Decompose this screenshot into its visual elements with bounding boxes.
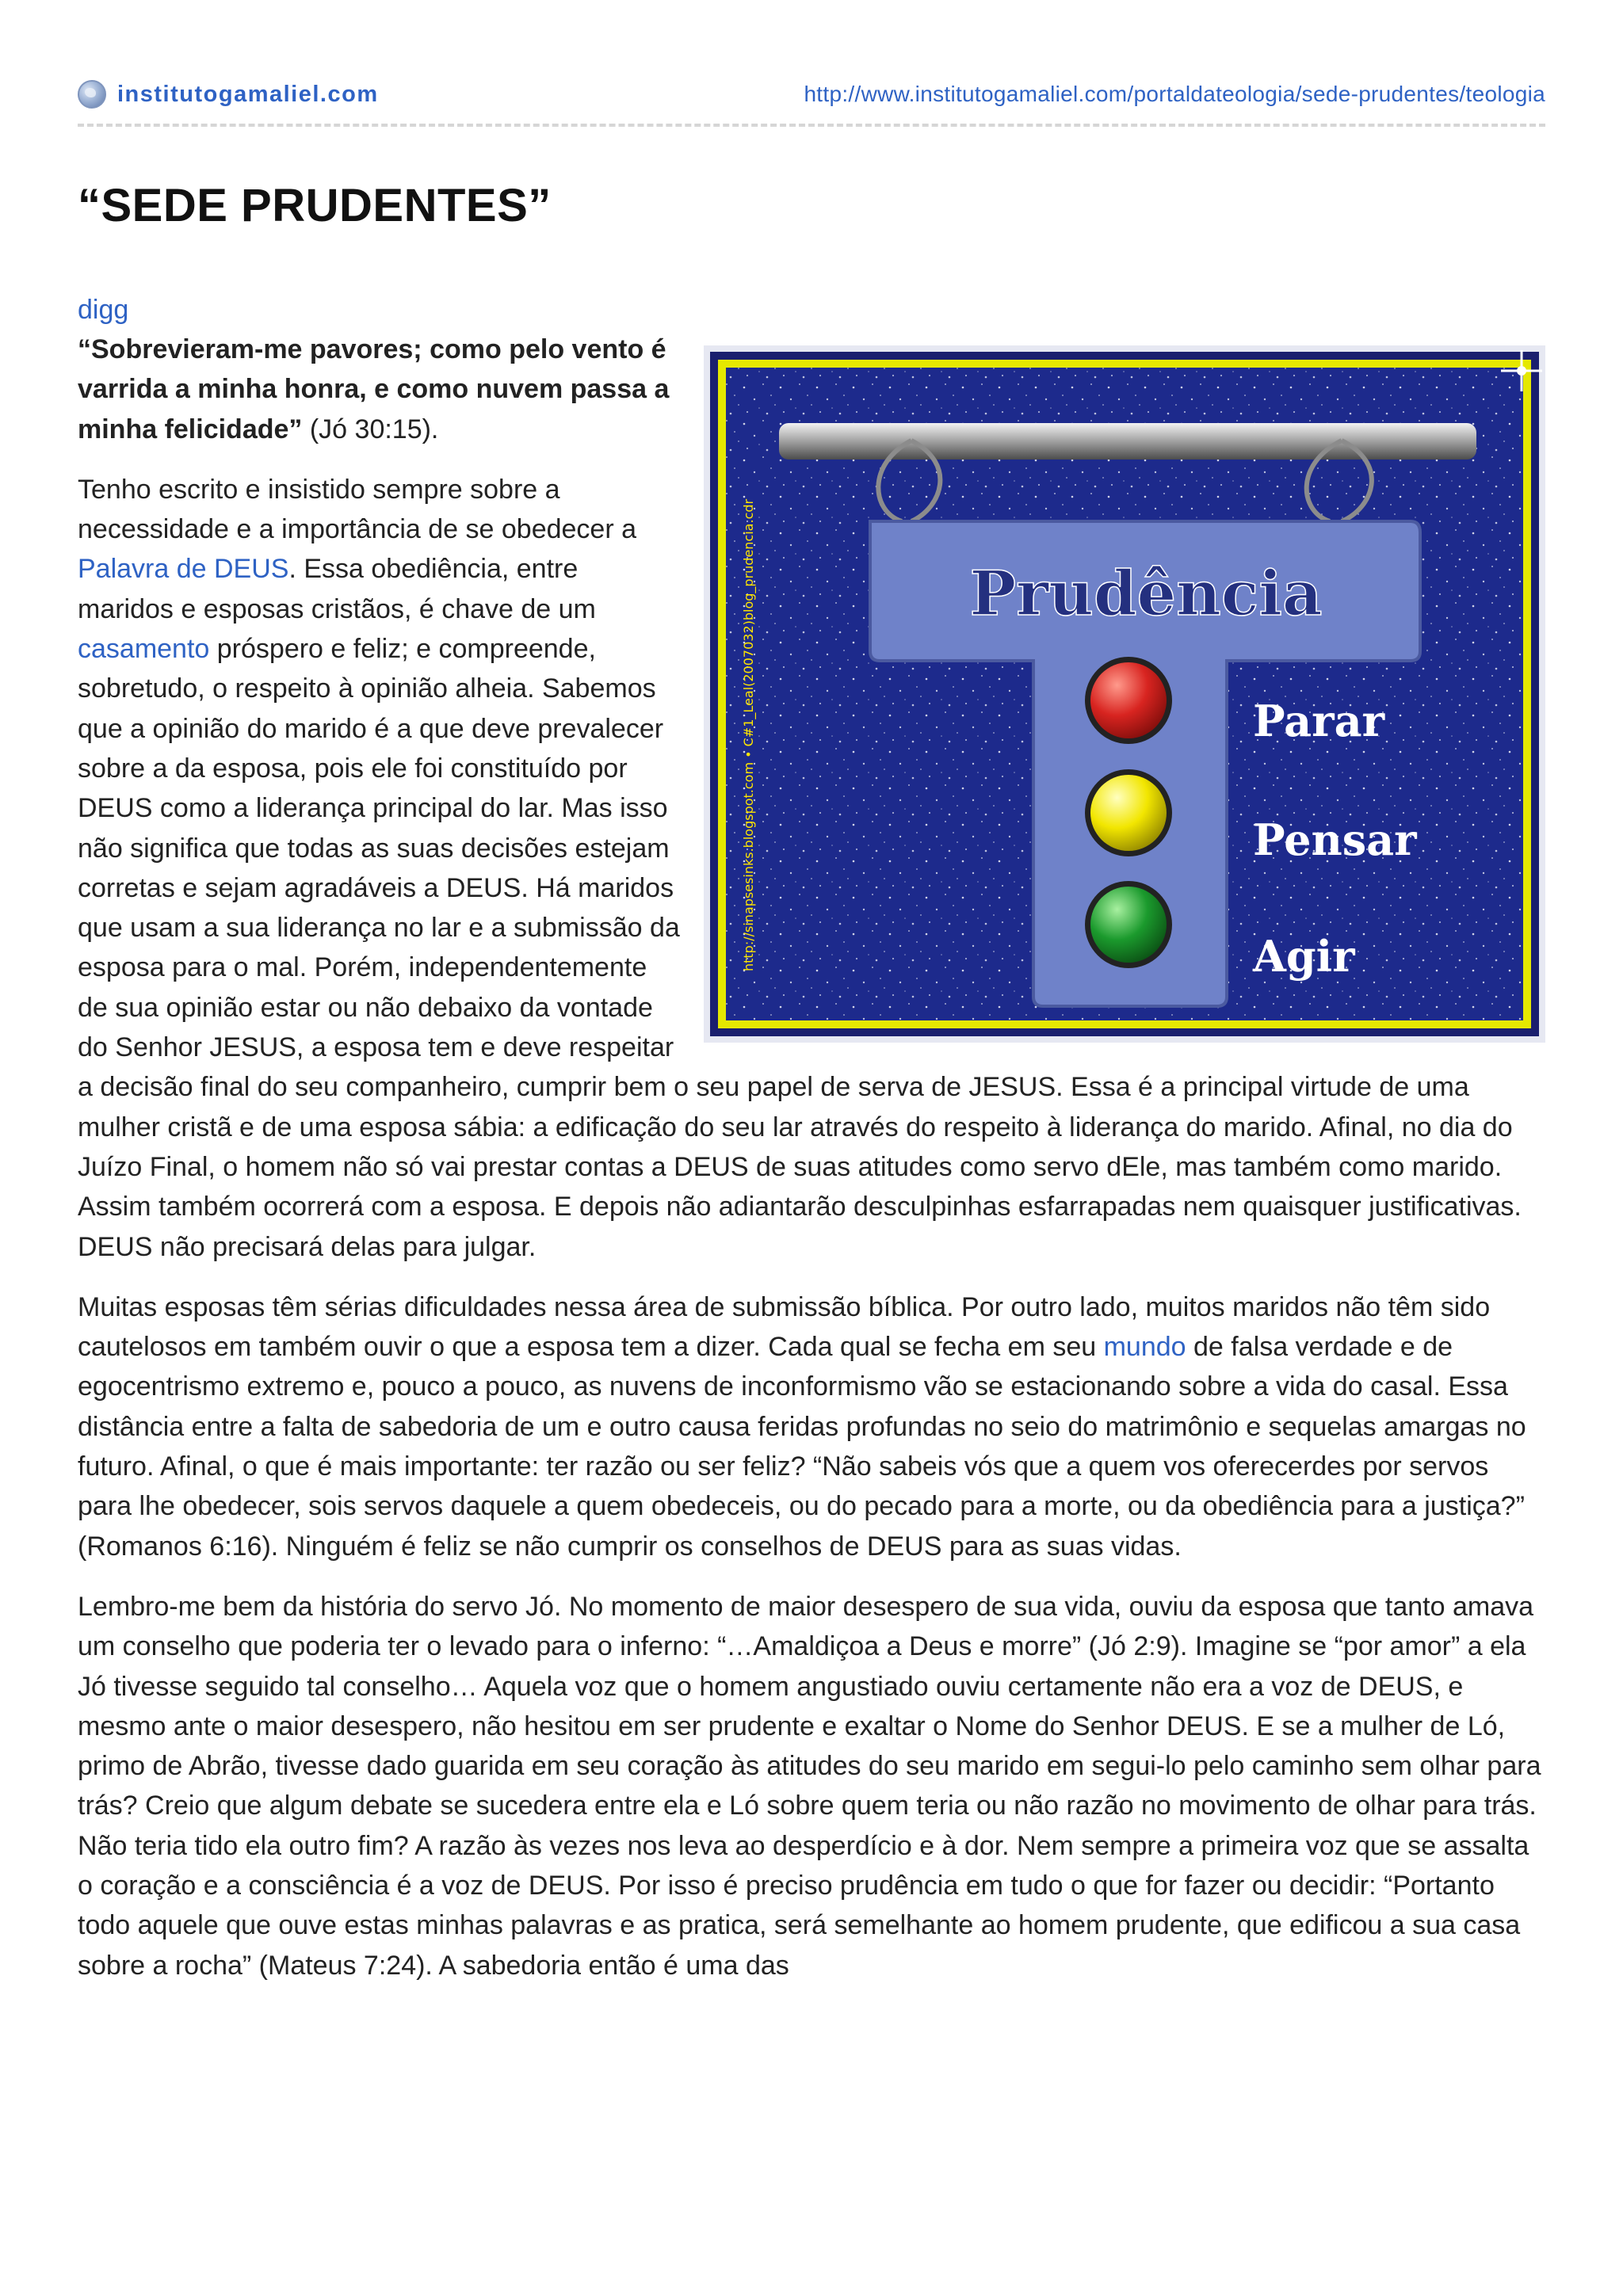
paragraph-text: próspero e feliz; e compreende, sobretudo, o respeito à opinião alheia. Sabemos que a opinião do marido é a que deve prevalecer sobre a da esposa, pois ele foi constituído por DEUS como a liderança principal do lar. Mas isso não significa que todas as suas decisões estejam corretas e sejam agradáveis a DEUS. Há maridos que usam a sua liderança no lar e a submissão da esposa para o mal. Porém, independentemente de sua opinião estar ou não debaixo da vontade do Senhor JESUS, a esposa tem e deve respeitar a decisão final do seu companheiro, cumprir bem o seu papel de serva de JESUS. Essa é a principal virtude de uma mulher cristã e de uma esposa sábia: a edificação do seu lar através do respeito à liderança do marido. Afinal, no dia do Juízo Final, o homem não só vai prestar contas a DEUS de suas atitudes como servo dEle, mas também como marido. Assim também ocorrerá com a esposa. E depois não adiantarão desculpinhas esfarrapadas nem quaisquer justificativas. DEUS não precisará delas para julgar. (78, 634, 1522, 1262)
globe-icon (78, 80, 106, 109)
paragraph-text: . Essa obediência, entre maridos e esposas cristãos, é chave de um (78, 554, 596, 624)
label-pensar: Pensar (1253, 814, 1417, 865)
paragraph-2 (78, 1287, 1545, 1566)
site-brand[interactable] (78, 80, 379, 109)
digg-link[interactable]: digg (78, 295, 129, 325)
page-url[interactable]: http://www.institutogamaliel.com/portaldateologia/sede-prudentes/teologia (804, 82, 1545, 106)
page-title: “SEDE PRUDENTES” (78, 180, 552, 231)
intro-quote-reference: (Jó 30:15). (302, 414, 439, 444)
mundo-link[interactable]: mundo (1103, 1332, 1186, 1363)
header-divider (78, 124, 1545, 127)
casamento-link[interactable]: casamento (78, 634, 210, 665)
sign-title: Prudência (969, 558, 1323, 630)
intro-quote-text: “Sobrevieram-me pavores; como pelo vento é varrida a minha honra, e como nuvem passa a minha felicidade” (78, 334, 670, 444)
hanging-pipe (779, 423, 1476, 460)
paragraph-3: Lembro-me bem da história do servo Jó. No momento de maior desespero de sua vida, ouviu da esposa que tanto amava um conselho que poderia ter o levado para o inferno: “…Amaldiçoa a Deus e morre” (Jó 2:9). Imagine se “por amor” a ela Jó tivesse seguido tal conselho… Aquela voz que o homem angustiado ouviu certamente não era a voz de DEUS, e mesmo ante o maior desespero, não hesitou em ser prudente e exaltar o Nome do Senhor DEUS. E se a mulher de Ló, primo de Abrão, tivesse dado guarida em seu coração às atitudes do seu marido em segui-lo pelo caminho sem olhar para trás? Creio que algum debate se sucedera entre ela e Ló sobre quem teria ou não razão no movimento de olhar para trás. Não teria tido ela outro fim? A razão às vezes nos leva ao desperdício e à dor. Nem sempre a primeira voz que se assalta o coração e a consciência é a voz de DEUS. Por isso é preciso prudência em tudo o que for fazer ou decidir: “Portanto todo aquele que ouve estas minhas palavras e as pratica, será semelhante ao homem prudente, que edificou a sua casa sobre a rocha” (Mateus 7:24). A sabedoria então é uma das (78, 1591, 1541, 1981)
yellow-light (1090, 775, 1167, 851)
paragraph-text: Muitas esposas têm sérias dificuldades nessa área de submissão bíblica. Por outro lado, muitos maridos não têm sido cautelosos em também ouvir o que a esposa tem a dizer. Cada qual se fecha em seu (78, 1291, 1491, 1363)
image-side-text: http://sinapsesinks.blogspot.com • C#1_Leal(2007032)blog_prudencia.cdr (741, 498, 756, 971)
article-body (78, 290, 1545, 2006)
page-header (78, 76, 1545, 113)
paragraph-text: Tenho escrito e insistido sempre sobre a necessidade e a importância de se obedecer a (78, 474, 637, 545)
paragraph-text: de falsa verdade e de egocentrismo extremo e, pouco a pouco, as nuvens de inconformismo vão se estacionando sobre a vida do casal. Essa distância entre a falta de sabedoria de um e outro causa feridas profundas no seio do matrimônio e sequelas amargas no futuro. Afinal, o que é mais importante: ter razão ou ser feliz? “Não sabeis vós que a quem vos oferecerdes por servos para lhe obedecer, sois servos daquele a quem obedeceis, ou do pecado para a morte, ou da obediência para a justiça?” (Romanos 6:16). Ninguém é feliz se não cumprir os conselhos de DEUS para as suas vidas. (78, 1332, 1526, 1562)
green-light (1090, 887, 1167, 963)
prudencia-image (704, 345, 1545, 1043)
label-parar: Parar (1253, 696, 1385, 746)
palavra-de-deus-link[interactable]: Palavra de DEUS (78, 554, 289, 585)
site-name[interactable]: institutogamaliel.com (117, 81, 379, 107)
label-agir: Agir (1253, 931, 1355, 982)
red-light (1090, 662, 1167, 738)
